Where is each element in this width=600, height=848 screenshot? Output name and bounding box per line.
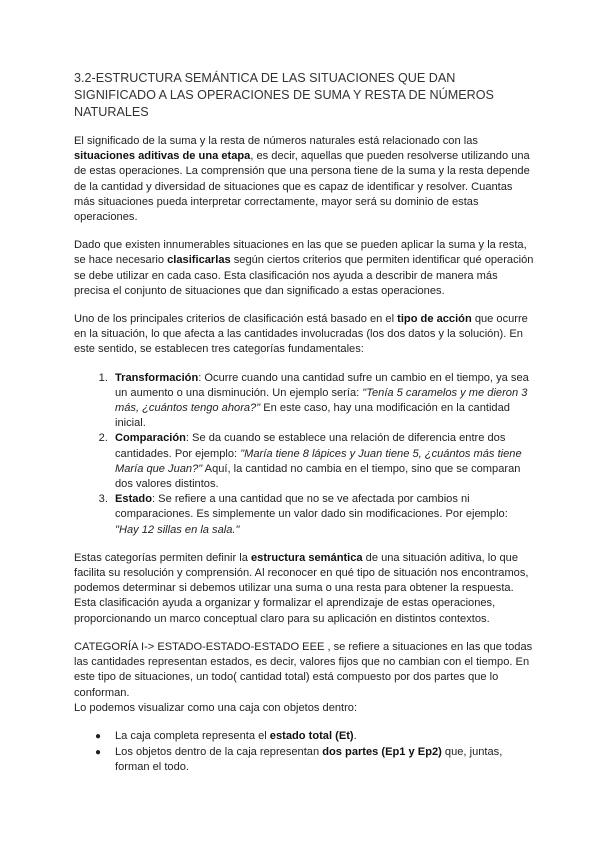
text-span: Los objetos dentro de la caja representan [115,746,323,759]
bullet-item-total [95,729,534,744]
bold-term: estructura semántica [250,551,363,564]
section-heading: 3.2-ESTRUCTURA SEMÁNTICA DE LAS SITUACIONES QUE DAN SIGNIFICADO A LAS OPERACIONES DE SUMA Y RESTA DE NÚMEROS NATURALES [74,71,494,119]
list-item-estado [111,492,534,538]
bullet-list [74,729,534,776]
bullet-icon: ● [95,730,102,742]
paragraph-semantic-structure [74,551,534,627]
bullet-icon: ● [95,747,102,759]
document-page [74,60,534,777]
text-span: que ocurre en la situación, lo que afecta a las cantidades involucradas (los dos datos y la solución). En este sentido, se establecen tres categorías fundamentales: [74,313,528,356]
paragraph-intro [74,134,534,225]
text-span: Dado que existen innumerables situaciones en las que se pueden aplicar la suma y la resta, se hace necesario [74,239,527,267]
text-span: , es decir, aquellas que pueden resolverse utilizando una de estas operaciones. La comprensión que una persona tiene de la suma y la resta depende de la cantidad y diversidad de situaciones que es capaz de identificar y resolver. Cuantas más situaciones pueda interpretar correctamente, mayor será su dominio de estas operaciones. [74,150,530,224]
text-span: El significado de la suma y la resta de números naturales está relacionado con las [74,135,478,147]
text-span: Aquí, la cantidad no cambia en el tiempo, sino que se comparan dos valores distintos. [115,462,521,491]
bold-term: dos partes (Ep1 y Ep2) [322,746,442,759]
text-span: Estas categorías permiten definir la [74,551,251,564]
bold-term: situaciones aditivas de una etapa [74,150,251,163]
paragraph-visualize: Lo podemos visualizar como una caja con objetos dentro: [74,701,358,714]
text-span: Uno de los principales criterios de clasificación está basado en el [74,313,398,326]
example-quote: "Tenía 5 caramelos y me dieron 3 más, ¿cuántos tengo ahora?" [115,386,528,415]
bullet-item-parts [95,745,534,775]
paragraph-category-one: CATEGORÍA I-> ESTADO-ESTADO-ESTADO EEE , se refiere a situaciones en las que todas las cantidades representan estados, es decir, valores fijos que no cambian con el tiempo. En este tipo de situaciones, un todo( cantidad total) está compuesto por dos partes que lo conforman. [74,640,533,699]
list-item-comparacion [111,431,534,492]
text-span: : Ocurre cuando una cantidad sufre un cambio en el tiempo, ya sea un aumento o una disminución. Un ejemplo sería: [115,371,529,399]
bold-term: estado total (Et) [269,729,354,742]
text-span: La caja completa representa el [115,729,270,742]
paragraph-criteria [74,312,534,358]
categories-list [74,371,534,538]
example-quote: "María tiene 8 lápices y Juan tiene 5, ¿cuántos más tiene María que Juan?" [115,447,522,475]
text-span: . [353,729,357,742]
text-span: de una situación aditiva, lo que facilita su resolución y comprensión. Al reconocer en qué tipo de situación nos encontramos, podemos determinar si debemos utilizar una suma o una resta para obtener la respuesta. Esta clasificación ayuda a organizar y formalizar el aprendizaje de estas operaciones, proporcionando un marco conceptual claro para su aplicación en distintos contextos. [74,551,529,625]
text-span: : Se da cuando se establece una relación de diferencia entre dos cantidades. Por ejemplo: [115,432,506,460]
example-quote: "Hay 12 sillas en la sala." [115,523,240,536]
text-span: que, juntas, forman el todo. [115,746,503,774]
paragraph-classification [74,238,534,299]
text-span: En este caso, hay una modificación en la cantidad inicial. [115,402,510,430]
bold-term: clasificarlas [167,254,231,267]
category-term: Transformación [115,371,199,384]
list-item-transformacion [111,371,534,432]
text-span: según ciertos criterios que permiten identificar qué operación se debe utilizar en cada caso. Esta clasificación nos ayuda a describir de manera más precisa el conjunto de situaciones que dan significado a estas operaciones. [74,254,534,297]
bold-term: tipo de acción [397,313,472,326]
text-span: : Se refiere a una cantidad que no se ve afectada por cambios ni comparaciones. Es simplemente un valor dado sin modificaciones. Por ejemplo: [115,493,508,521]
category-term: Comparación [115,432,186,445]
category-term: Estado [115,493,152,506]
